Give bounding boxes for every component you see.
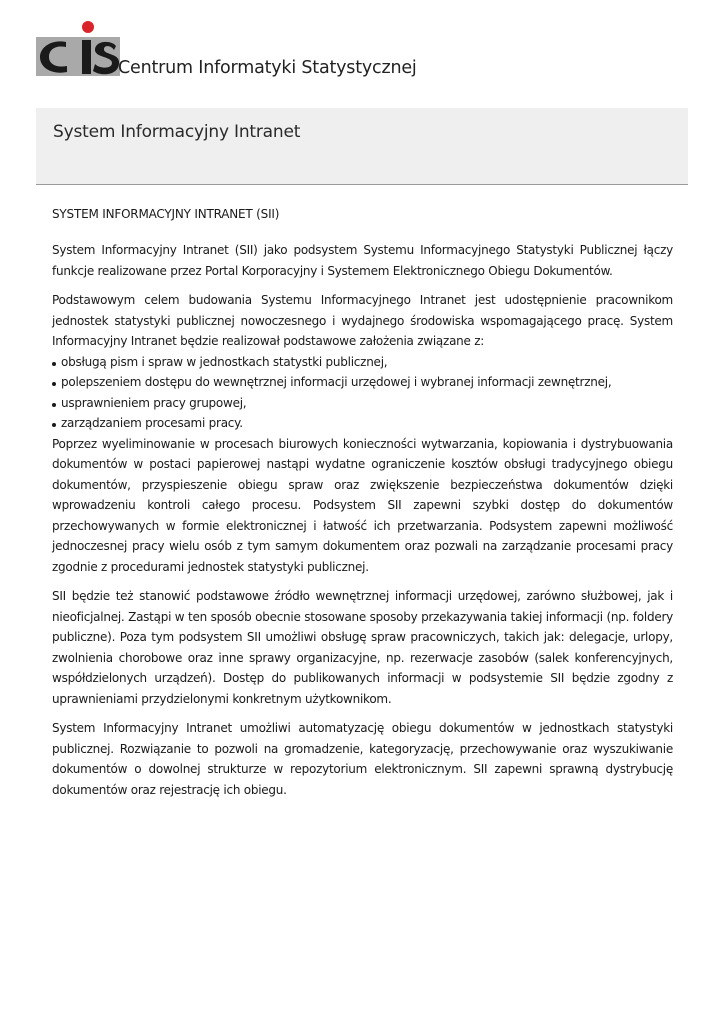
organization-name[interactable]: Centrum Informatyki Statystycznej [118, 58, 417, 78]
page-title: System Informacyjny Intranet [53, 122, 301, 142]
goals-list [52, 352, 673, 434]
paragraph-information-source: SII będzie też stanowić podstawowe źródło wewnętrznej informacji urzędowej, zarówno służbowej, jak i nieoficjalnej. Zastąpi w ten sposób obecnie stosowane sposoby przekazywania takiej informacji (np. foldery publiczne). Poza tym podsystem SII umożliwi obsługę spraw pracowniczych, takich jak: delegacje, urlopy, zwolnienia chorobowe oraz inne sprawy organizacyjne, np. rezerwacje zasobów (salek konferencyjnych, współdzielonych urządzeń). Dostęp do publikowanych informacji w podsystemie SII będzie zgodny z uprawnieniami przydzielonymi konkretnym użytkownikom. [52, 589, 673, 706]
list-item: usprawnieniem pracy grupowej, [52, 393, 673, 414]
paragraph-goals: Podstawowym celem budowania Systemu Informacyjnego Intranet jest udostępnienie pracownikom jednostek statystyki publicznej nowoczesnego i wydajnego środowiska wspomagającego pracę. System Informacyjny Intranet będzie realizował podstawowe założenia związane z: [52, 293, 673, 348]
paragraph-automation: System Informacyjny Intranet umożliwi automatyzację obiegu dokumentów w jednostkach statystyki publicznej. Rozwiązanie to pozwoli na gromadzenie, kategoryzację, przechowywanie oraz wyszukiwanie dokumentów o dowolnej strukturze w repozytorium elektronicznym. SII zapewni sprawną dystrybucję dokumentów oraz rejestrację ich obiegu. [52, 721, 673, 797]
article-content [52, 206, 673, 809]
article-heading: SYSTEM INFORMACYJNY INTRANET (SII) [52, 207, 280, 221]
paragraph-benefits: Poprzez wyeliminowanie w procesach biurowych konieczności wytwarzania, kopiowania i dystrybuowania dokumentów w postaci papierowej nastąpi wydatne ograniczenie kosztów obsługi tradycyjnego obiegu dokumentów, przyspieszenie obiegu spraw oraz zwiększenie bezpieczeństwa dokumentów dzięki wprowadzeniu kontroli całego procesu. Podsystem SII zapewni szybki dostęp do dokumentów przechowywanych w formie elektronicznej i łatwość ich przetwarzania. Podsystem zapewni możliwość jednoczesnej pracy wielu osób z tym samym dokumentem oraz pozwali na zarządzanie procesami pracy zgodnie z procedurami jednostek statystyki publicznej. [52, 436, 673, 574]
page-title-band [36, 108, 688, 185]
cis-logo[interactable] [36, 20, 120, 78]
list-item: zarządzaniem procesami pracy. [52, 413, 673, 434]
list-item: polepszeniem dostępu do wewnętrznej informacji urzędowej i wybranej informacji zewnętrznej, [52, 372, 673, 393]
paragraph-intro: System Informacyjny Intranet (SII) jako podsystem Systemu Informacyjnego Statystyki Publicznej łączy funkcje realizowane przez Portal Korporacyjny i Systemem Elektronicznego Obiegu Dokumentów. [52, 243, 673, 278]
list-item: obsługą pism i spraw w jednostkach statystki publicznej, [52, 352, 673, 373]
page-header [36, 20, 688, 82]
